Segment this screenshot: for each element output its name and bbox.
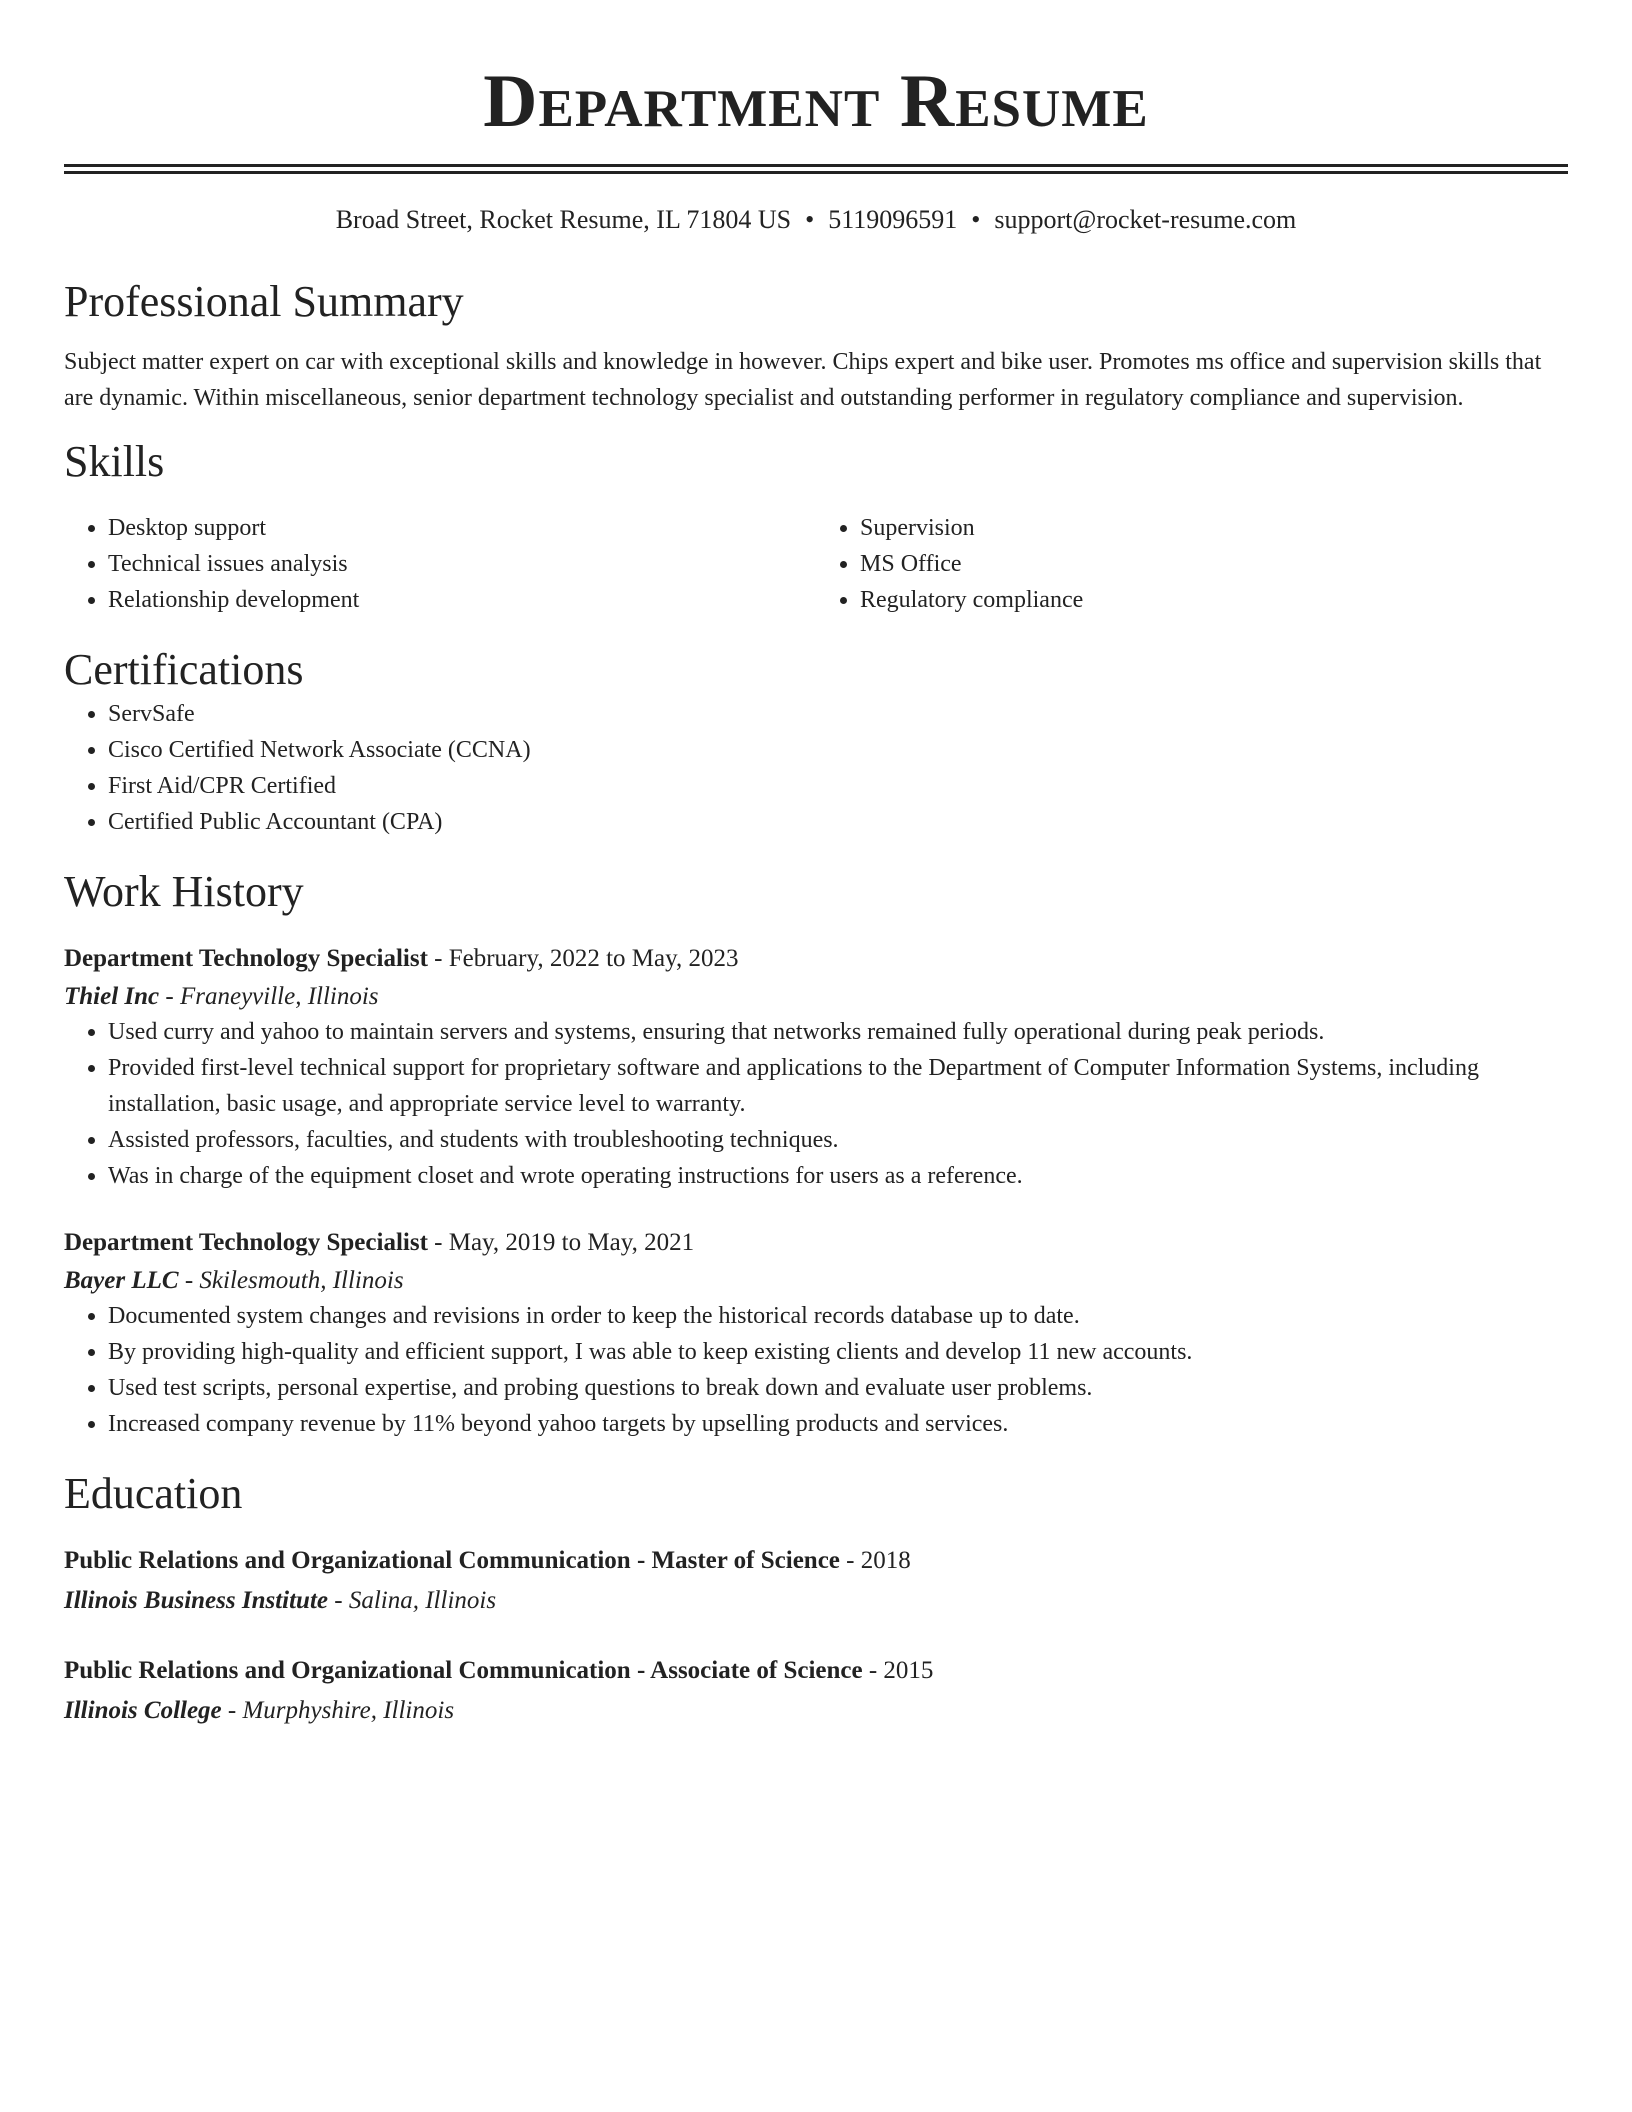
skills-grid <box>64 510 1568 618</box>
education-degree-line <box>64 1544 1568 1578</box>
education-school: Illinois Business Institute <box>64 1587 329 1614</box>
summary-heading: Professional Summary <box>64 277 464 326</box>
job-bullet: • By providing high-quality and efficient support, I was able to keep existing clients and develop 11 new accounts. <box>108 1334 1568 1370</box>
skills-column-left <box>64 510 816 618</box>
job-bullet: • Documented system changes and revisions in order to keep the historical records database up to date. <box>108 1298 1568 1334</box>
job-dates: - February, 2022 to May, 2023 <box>427 945 739 972</box>
summary-text: Subject matter expert on car with exceptional skills and knowledge in however. Chips expert and bike user. Promotes ms office and supervision skills that are dynamic. Within miscellaneous, senior department technology specialist and outstanding performer in regulatory compliance and supervision. <box>64 349 1542 411</box>
skill-item: • Supervision <box>860 510 1568 546</box>
job-header <box>64 942 1568 976</box>
education-entry <box>64 1654 1568 1728</box>
education-school-line <box>64 1694 1568 1728</box>
contact-separator: • <box>971 205 981 234</box>
certification-item: • Certified Public Accountant (CPA) <box>108 804 1568 840</box>
education-school: Illinois College <box>64 1697 222 1724</box>
education-heading: Education <box>64 1469 243 1518</box>
job-company-line <box>64 1264 1568 1298</box>
education-location: - Salina, Illinois <box>328 1587 497 1614</box>
skills-list-right <box>816 510 1568 618</box>
contact-phone: 5119096591 <box>828 205 958 234</box>
job-company-line <box>64 980 1568 1014</box>
job-header <box>64 1226 1568 1260</box>
job-bullet: • Used test scripts, personal expertise, and probing questions to break down and evaluate user problems. <box>108 1370 1568 1406</box>
job-bullet: • Assisted professors, faculties, and students with troubleshooting techniques. <box>108 1122 1568 1158</box>
job-bullet: • Provided first-level technical support for proprietary software and applications to the Department of Computer Information Systems, including installation, basic usage, and appropriate service level to warranty. <box>108 1050 1568 1122</box>
skill-item: • Technical issues analysis <box>108 546 816 582</box>
skill-item: • Regulatory compliance <box>860 582 1568 618</box>
certifications-heading: Certifications <box>64 645 304 694</box>
job-location: - Skilesmouth, Illinois <box>178 1267 404 1294</box>
job-bullets <box>64 1298 1568 1442</box>
job-entry <box>64 942 1568 1194</box>
skill-item: • Relationship development <box>108 582 816 618</box>
job-company: Bayer LLC <box>64 1267 179 1294</box>
job-entry <box>64 1226 1568 1442</box>
education-degree: Public Relations and Organizational Communication - Master of Science <box>64 1547 840 1574</box>
certification-item: • ServSafe <box>108 696 1568 732</box>
contact-line <box>64 204 1568 236</box>
education-year: - 2015 <box>862 1657 934 1684</box>
job-bullet: • Increased company revenue by 11% beyond yahoo targets by upselling products and services. <box>108 1406 1568 1442</box>
job-role: Department Technology Specialist <box>64 945 428 972</box>
job-dates: - May, 2019 to May, 2021 <box>427 1229 695 1256</box>
job-bullet: • Used curry and yahoo to maintain servers and systems, ensuring that networks remained fully operational during peak periods. <box>108 1014 1568 1050</box>
page-title: Department Resume <box>483 60 1149 143</box>
education-year: - 2018 <box>839 1547 911 1574</box>
title-divider <box>64 164 1568 174</box>
job-company: Thiel Inc <box>64 983 160 1010</box>
skill-item: • Desktop support <box>108 510 816 546</box>
certifications-list <box>64 696 1568 840</box>
skills-column-right <box>816 510 1568 618</box>
education-degree-line <box>64 1654 1568 1688</box>
contact-separator: • <box>805 205 815 234</box>
contact-address: Broad Street, Rocket Resume, IL 71804 US <box>335 205 792 234</box>
education-entry <box>64 1544 1568 1618</box>
skills-heading: Skills <box>64 437 165 486</box>
job-role: Department Technology Specialist <box>64 1229 428 1256</box>
education-degree: Public Relations and Organizational Communication - Associate of Science <box>64 1657 863 1684</box>
skill-item: • MS Office <box>860 546 1568 582</box>
skills-list-left <box>64 510 816 618</box>
work-history-heading: Work History <box>64 867 304 916</box>
job-location: - Franeyville, Illinois <box>159 983 379 1010</box>
contact-email: support@rocket-resume.com <box>994 205 1297 234</box>
job-bullet: • Was in charge of the equipment closet and wrote operating instructions for users as a reference. <box>108 1158 1568 1194</box>
education-school-line <box>64 1584 1568 1618</box>
certification-item: • Cisco Certified Network Associate (CCNA) <box>108 732 1568 768</box>
education-location: - Murphyshire, Illinois <box>221 1697 455 1724</box>
job-bullets <box>64 1014 1568 1194</box>
certification-item: • First Aid/CPR Certified <box>108 768 1568 804</box>
